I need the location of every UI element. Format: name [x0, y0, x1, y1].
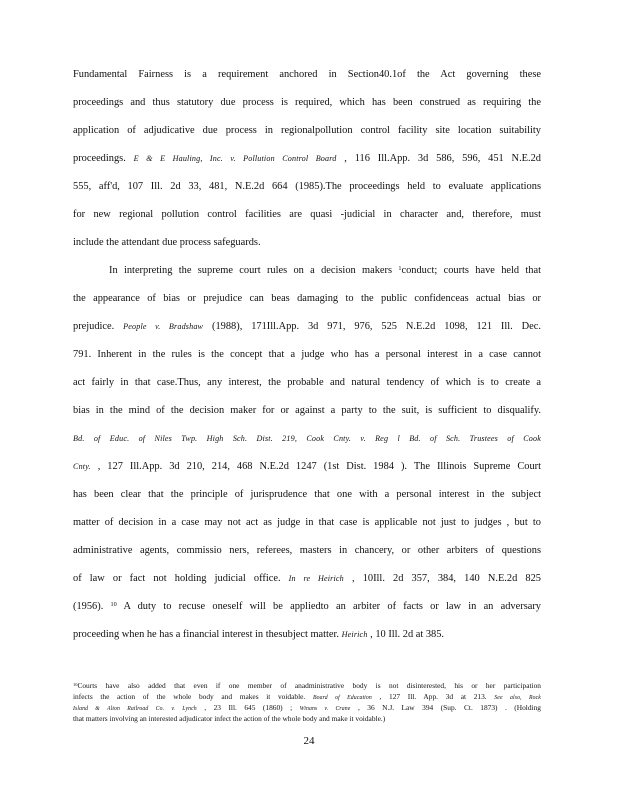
- body-line-18: administrative agents, commissio ners, referees, masters in chancery, or other arbiters of questions: [73, 545, 541, 556]
- body-line-4: proceedings. E & E Hauling, Inc. v. Pollution Control Board , 116 Ill.App. 3d 586, 596, 451 N.E.2d: [73, 153, 541, 164]
- case-citation: People v. Bradshaw: [123, 322, 204, 331]
- footnote-line-3: Island & Alton Railroad Co. v. Lynch , 23 Ill. 645 (1860) ; Winans v. Crane , 36 N.J. Law 394 (Sup. Ct. 1873) . (Holding: [73, 703, 541, 712]
- body-line-7: include the attendant due process safeguards.: [73, 237, 261, 248]
- body-line-19: of law or fact not holding judicial office. In re Heirich , 10Ill. 2d 357, 384, 140 N.E.2d 825: [73, 573, 541, 584]
- body-line-12: act fairly in that case.Thus, any interest, the probable and natural tendency of which is to create a: [73, 377, 541, 388]
- case-citation: E & E Hauling, Inc. v. Pollution Control Board: [133, 154, 337, 163]
- footnote-number: 10: [73, 682, 78, 688]
- body-line-15: Cnty. , 127 Ill.App. 3d 210, 214, 468 N.E.2d 1247 (1st Dist. 1984 ). The Illinois Supreme Court: [73, 461, 541, 472]
- case-citation: Cnty.: [73, 462, 91, 471]
- body-line-21: proceeding when he has a financial interest in thesubject matter. Heirich , 10 Ill. 2d at 385.: [73, 629, 445, 640]
- footnote-line-4: that matters involving an interested adjudicator infect the action of the whole body and make it voidable.): [73, 714, 386, 723]
- body-line-20: (1956). $^{10}$ A duty to recuse oneself will be appliedto an arbiter of facts or law in an adversary: [73, 601, 541, 612]
- body-line-6: for new regional pollution control facilities are quasi -judicial in character and, therefore, must: [73, 209, 541, 220]
- footnote-line-2: infects the action of the whole body and makes it voidable. Board of Education , 127 Ill. App. 3d at 213. See also, Rock: [73, 692, 541, 701]
- case-citation: See also, Rock: [494, 695, 541, 701]
- body-line-8: In interpreting the supreme court rules on a decision makers $^1$conduct; courts have held that: [109, 265, 541, 276]
- body-line-17: matter of decision in a case may not act as judge in that case is applicable not just to judges , but to: [73, 517, 541, 528]
- body-line-9: the appearance of bias or prejudice can beas damaging to the public confidenceas actual bias or: [73, 293, 541, 304]
- case-citation: In re Heirich: [288, 574, 344, 583]
- body-line-2: proceedings and thus statutory due process is required, which has been construed as requiring the: [73, 97, 541, 108]
- body-line-13: bias in the mind of the decision maker for or against a party to the suit, is sufficient to disqualify.: [73, 405, 541, 416]
- body-line-14: [73, 432, 541, 445]
- body-line-3: application of adjudicative due process in regionalpollution control facility site location suitability: [73, 125, 541, 136]
- case-citation: Winans v. Crane: [299, 706, 351, 712]
- case-citation: Island & Alton Railroad Co. v. Lynch: [73, 706, 197, 712]
- footnote-line-1: $^{10}$Courts have also added that even if one member of anadministrative body is not disinterested, his or her participation: [73, 681, 541, 690]
- case-citation: Heirich: [341, 630, 368, 639]
- body-line-10: prejudice. People v. Bradshaw (1988), 171Ill.App. 3d 971, 976, 525 N.E.2d 1098, 121 Ill. Dec.: [73, 321, 541, 332]
- body-line-1: Fundamental Fairness is a requirement anchored in Section40.1of the Act governing these: [73, 69, 541, 80]
- page-number: 24: [303, 735, 315, 747]
- case-citation: Bd. of Educ. of Niles Twp. High Sch. Dist. 219, Cook Cnty. v. Reg l Bd. of Sch. Trustees of Cook: [73, 434, 541, 443]
- footnote-marker: 1: [398, 265, 402, 273]
- body-line-11: 791. Inherent in the rules is the concept that a judge who has a personal interest in a case cannot: [73, 349, 541, 360]
- body-line-16: has been clear that the principle of jurisprudence that one with a personal interest in the subject: [73, 489, 541, 500]
- case-citation: Board of Education: [312, 695, 372, 701]
- body-line-5: 555, aff'd, 107 Ill. 2d 33, 481, N.E.2d 664 (1985).The proceedings held to evaluate applications: [73, 181, 541, 192]
- footnote-marker: 10: [110, 601, 117, 609]
